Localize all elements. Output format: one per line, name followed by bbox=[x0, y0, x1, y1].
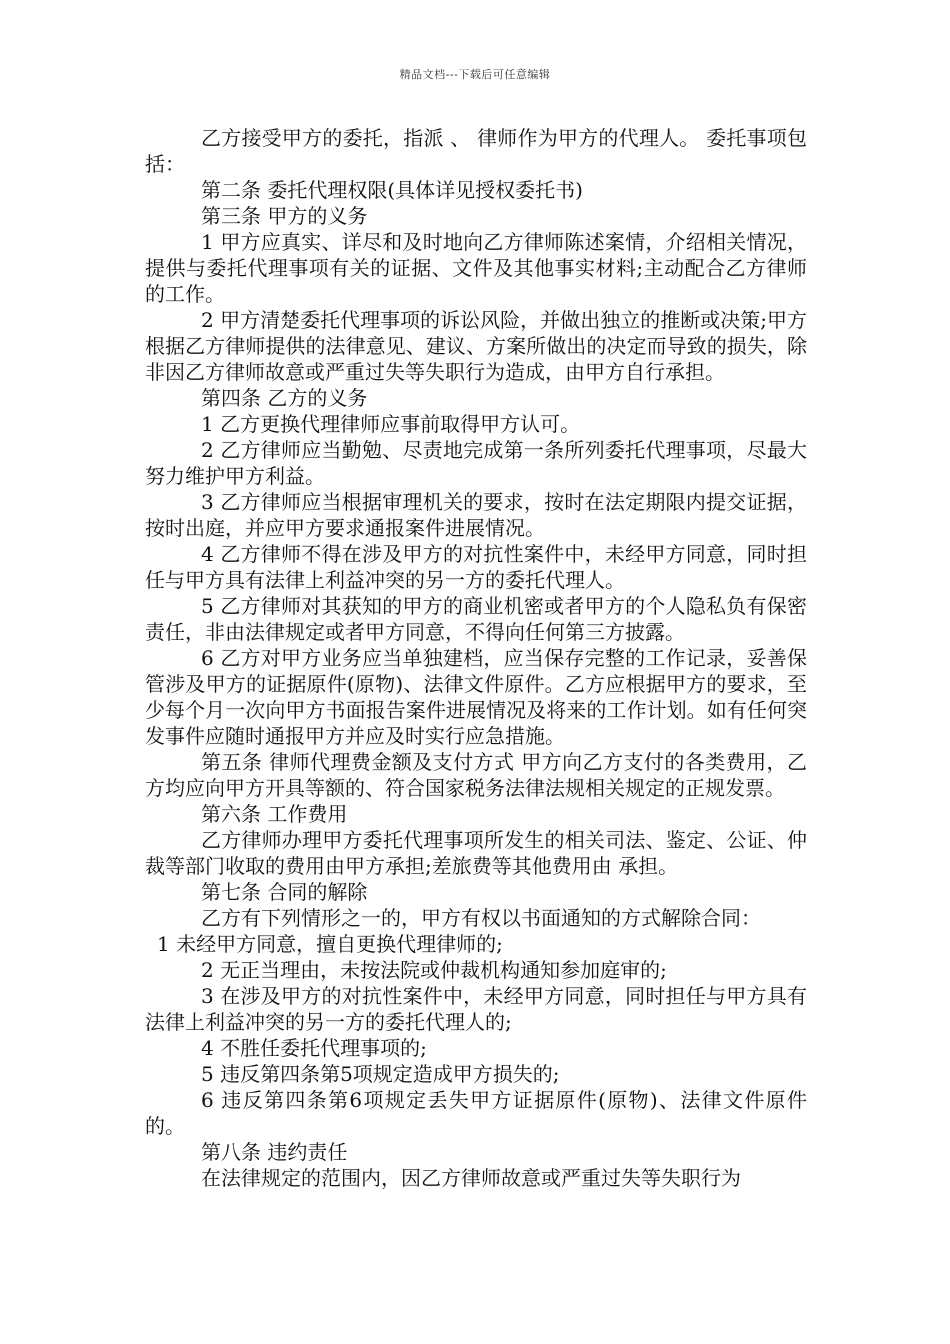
heading-article-4: 第四条 乙方的义务 bbox=[201, 386, 368, 410]
paragraph-party-b-duty-2: 2 乙方律师应当勤勉、尽责地完成第一条所列委托代理事项，尽最大努力维护甲方利益。 bbox=[145, 438, 807, 488]
document-body bbox=[145, 125, 807, 1191]
paragraph-party-b-duty-4: 4 乙方律师不得在涉及甲方的对抗性案件中，未经甲方同意，同时担任与甲方具有法律上利益冲突的另一方的委托代理人。 bbox=[145, 542, 807, 592]
paragraph-termination-5: 5 违反第四条第5项规定造成甲方损失的; bbox=[201, 1062, 560, 1086]
paragraph-termination-2: 2 无正当理由，未按法院或仲裁机构通知参加庭审的; bbox=[201, 958, 667, 982]
paragraph-party-a-duty-2: 2 甲方清楚委托代理事项的诉讼风险，并做出独立的推断或决策;甲方根据乙方律师提供的法律意见、建议、方案所做出的决定而导致的损失，除非因乙方律师故意或严重过失等失职行为造成，由甲方自行承担。 bbox=[145, 308, 807, 384]
paragraph-party-b-duty-1: 1 乙方更换代理律师应事前取得甲方认可。 bbox=[201, 412, 581, 436]
paragraph-termination-intro: 乙方有下列情形之一的，甲方有权以书面通知的方式解除合同： bbox=[201, 906, 761, 930]
heading-article-7: 第七条 合同的解除 bbox=[201, 880, 368, 904]
heading-article-3: 第三条 甲方的义务 bbox=[201, 204, 368, 228]
paragraph-termination-3: 3 在涉及甲方的对抗性案件中，未经甲方同意，同时担任与甲方具有法律上利益冲突的另一方的委托代理人的; bbox=[145, 984, 807, 1034]
heading-article-2: 第二条 委托代理权限(具体详见授权委托书) bbox=[201, 178, 583, 202]
heading-article-6: 第六条 工作费用 bbox=[201, 802, 348, 826]
paragraph-party-b-duty-6: 6 乙方对甲方业务应当单独建档，应当保存完整的工作记录，妥善保管涉及甲方的证据原件(原物)、法律文件原件。乙方应根据甲方的要求，至少每个月一次向甲方书面报告案件进展情况及将来的工作计划。如有任何突发事件应随时通报甲方并应及时实行应急措施。 bbox=[145, 646, 807, 748]
paragraph-entrustment: 乙方接受甲方的委托，指派 、 律师作为甲方的代理人。 委托事项包括： bbox=[145, 126, 807, 176]
paragraph-liability: 在法律规定的范围内，因乙方律师故意或严重过失等失职行为 bbox=[201, 1166, 741, 1190]
page-header: 精品文档---下载后可任意编辑 bbox=[399, 68, 551, 81]
heading-article-8: 第八条 违约责任 bbox=[201, 1140, 348, 1164]
paragraph-work-expenses: 乙方律师办理甲方委托代理事项所发生的相关司法、鉴定、公证、仲裁等部门收取的费用由甲方承担;差旅费等其他费用由 承担。 bbox=[145, 828, 807, 878]
paragraph-article-5: 第五条 律师代理费金额及支付方式 甲方向乙方支付的各类费用，乙方均应向甲方开具等额的、符合国家税务法律法规相关规定的正规发票。 bbox=[145, 750, 807, 800]
paragraph-termination-1: 1 未经甲方同意，擅自更换代理律师的; bbox=[157, 932, 503, 956]
paragraph-party-a-duty-1: 1 甲方应真实、详尽和及时地向乙方律师陈述案情，介绍相关情况，提供与委托代理事项有关的证据、文件及其他事实材料;主动配合乙方律师的工作。 bbox=[145, 230, 807, 306]
paragraph-termination-6: 6 违反第四条第6项规定丢失甲方证据原件(原物)、法律文件原件的。 bbox=[145, 1088, 807, 1138]
paragraph-party-b-duty-3: 3 乙方律师应当根据审理机关的要求，按时在法定期限内提交证据，按时出庭，并应甲方要求通报案件进展情况。 bbox=[145, 490, 807, 540]
paragraph-termination-4: 4 不胜任委托代理事项的; bbox=[201, 1036, 427, 1060]
paragraph-party-b-duty-5: 5 乙方律师对其获知的甲方的商业机密或者甲方的个人隐私负有保密责任，非由法律规定或者甲方同意，不得向任何第三方披露。 bbox=[145, 594, 807, 644]
